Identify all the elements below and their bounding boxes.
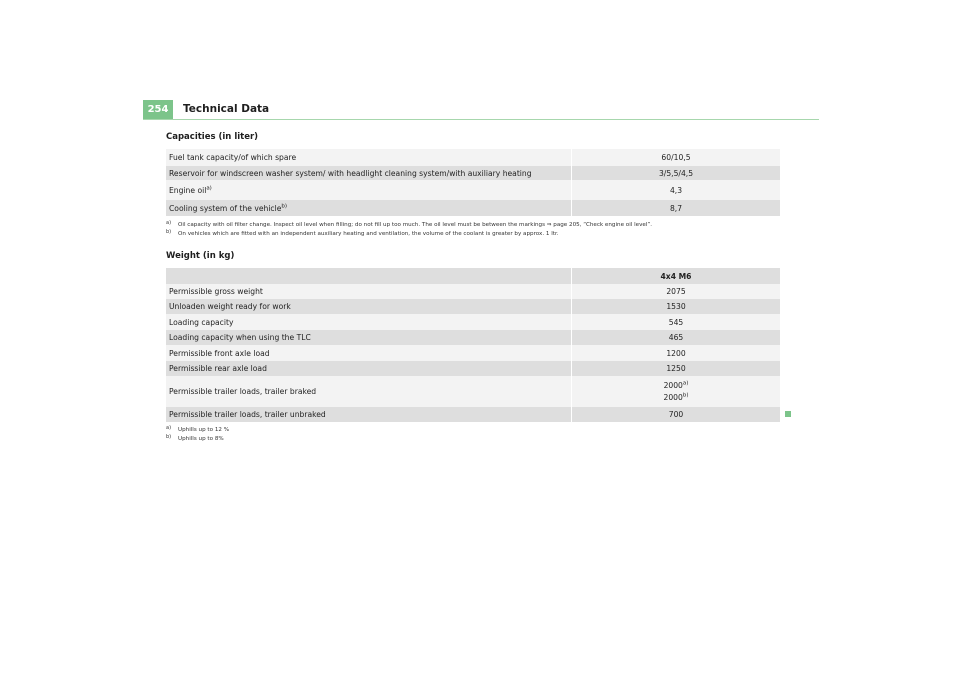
footnote-text: On vehicles which are fitted with an independent auxiliary heating and ventilation, the volume of the coolant is greater by approx. 1 ltr. (178, 231, 559, 237)
weight-footnotes (166, 426, 229, 444)
capacities-title: Capacities (in liter) (166, 132, 259, 142)
table-row (166, 299, 780, 314)
footnote-ref: b) (281, 202, 288, 209)
page-title: Technical Data (183, 103, 270, 115)
column-header: 4x4 M6 (572, 268, 781, 284)
weight-label: Permissible trailer loads, trailer unbraked (166, 407, 572, 422)
table-row (166, 149, 780, 166)
footnote-ref: a) (206, 184, 212, 191)
weight-title: Weight (in kg) (166, 251, 235, 261)
weight-value: 1530 (572, 299, 781, 314)
table-row (166, 180, 780, 200)
capacity-value: 8,7 (572, 200, 781, 216)
page-header (143, 100, 819, 120)
footnote-text: Oil capacity with oil filter change. Inspect oil level when filling; do not fill up too much. The oil level must be between the markings ⇒ page 205, “Check engine oil level”. (178, 222, 653, 228)
weight-value: 2075 (572, 284, 781, 299)
weight-label: Permissible front axle load (166, 345, 572, 361)
weight-value: 1250 (572, 361, 781, 376)
footnote-mark: b) (166, 434, 172, 440)
capacities-footnotes (166, 221, 652, 239)
weight-label: Permissible gross weight (166, 284, 572, 299)
weight-value: 2000$^{a)}$ 2000$^{b)}$ (572, 376, 781, 407)
table-row (166, 330, 780, 345)
header-empty-cell (166, 268, 572, 284)
table-row (166, 166, 780, 180)
capacity-value: 3/5,5/4,5 (572, 166, 781, 180)
weight-label: Loading capacity (166, 314, 572, 330)
weight-value: 700 (572, 407, 781, 422)
capacity-label: Cooling system of the vehicle$^{b)}$ (166, 200, 572, 216)
section-end-marker (785, 411, 791, 417)
weight-value: 465 (572, 330, 781, 345)
footnote-mark: b) (166, 229, 172, 235)
footnote (166, 221, 652, 230)
capacity-value: 4,3 (572, 180, 781, 200)
capacity-label: Reservoir for windscreen washer system/ with headlight cleaning system/with auxiliary heating (166, 166, 572, 180)
footnote (166, 230, 652, 239)
footnote-text: Uphills up to 12 % (178, 427, 230, 433)
footnote-mark: a) (166, 220, 172, 226)
footnote-mark: a) (166, 425, 172, 431)
table-row (166, 345, 780, 361)
weight-label: Permissible rear axle load (166, 361, 572, 376)
weight-value: 545 (572, 314, 781, 330)
table-header-row (166, 268, 780, 284)
table-row (166, 314, 780, 330)
weight-label: Permissible trailer loads, trailer braked (166, 376, 572, 407)
weight-value: 1200 (572, 345, 781, 361)
capacity-value: 60/10,5 (572, 149, 781, 166)
weight-table (166, 268, 780, 422)
table-row (166, 376, 780, 407)
page-number: 254 (143, 100, 173, 119)
table-row (166, 200, 780, 216)
weight-label: Unloaden weight ready for work (166, 299, 572, 314)
footnote-text: Uphills up to 8% (178, 436, 224, 442)
weight-label: Loading capacity when using the TLC (166, 330, 572, 345)
footnote-ref: b) (682, 391, 689, 398)
footnote-ref: a) (682, 379, 689, 386)
footnote (166, 435, 229, 444)
capacity-label: Engine oil$^{a)}$ (166, 180, 572, 200)
capacity-label: Fuel tank capacity/of which spare (166, 149, 572, 166)
table-row (166, 284, 780, 299)
footnote (166, 426, 229, 435)
table-row (166, 361, 780, 376)
capacities-table (166, 149, 780, 216)
table-row (166, 407, 780, 422)
